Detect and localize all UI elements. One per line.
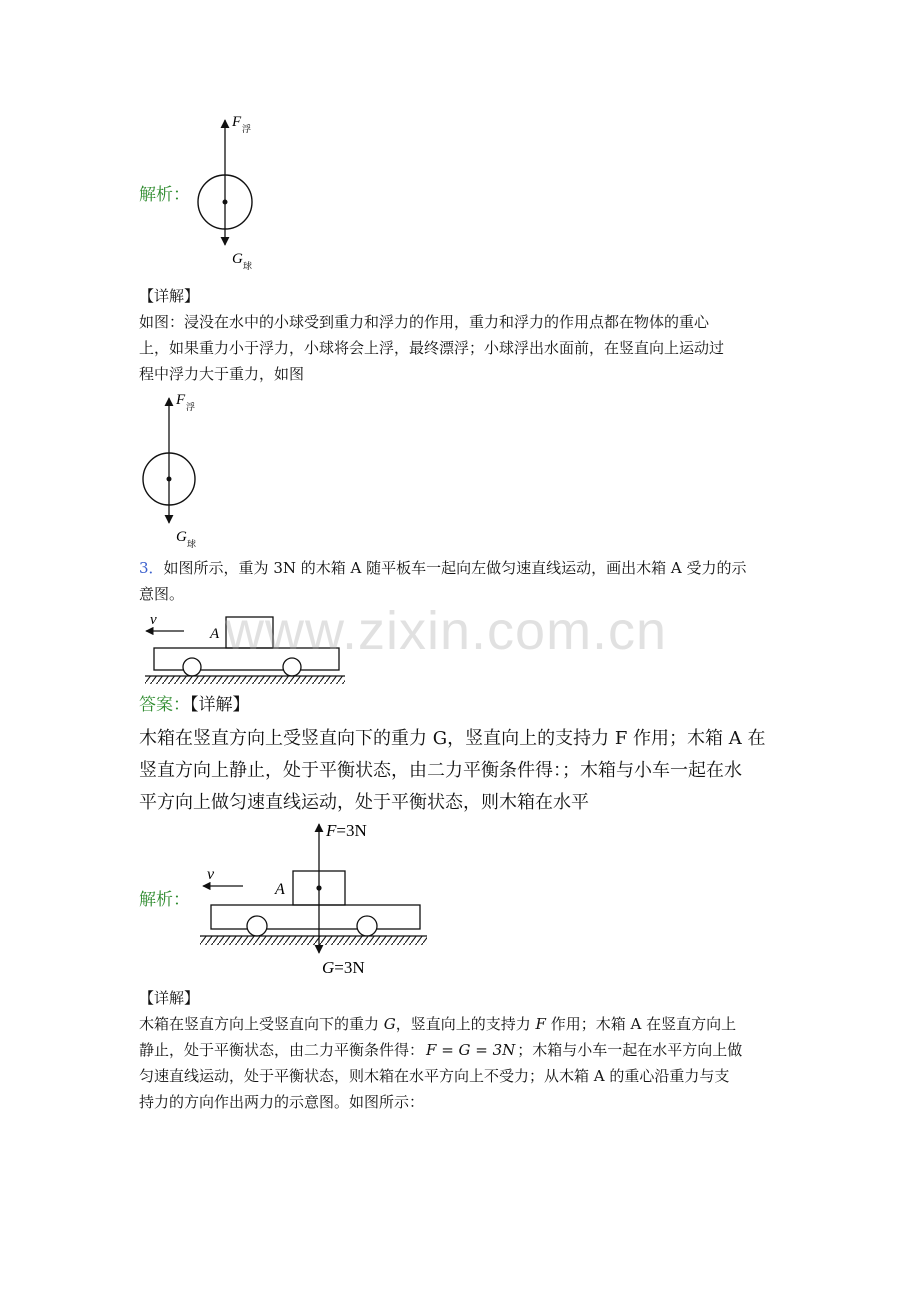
buoyancy-subscript: 浮 (242, 124, 252, 134)
gravity-subscript: 球 (187, 539, 197, 548)
answer-line: 木箱在竖直方向上受竖直向下的重力 G，竖直向上的支持力 F 作用；木箱 A 在 (139, 728, 766, 749)
equation: F = G = 3N (426, 1041, 516, 1059)
cart-wheel (247, 916, 267, 936)
watermark: www.zixin.com.cn (225, 601, 668, 661)
box-label: A (275, 881, 285, 898)
detail-paragraph-1 (139, 309, 799, 387)
cart-wheel (357, 916, 377, 936)
question-number: 3． (139, 559, 164, 577)
detail-heading-1: 【详解】 (139, 287, 200, 305)
ground-hatch (200, 936, 427, 945)
gravity-label: G (176, 529, 187, 545)
detail-line: 持力的方向作出两力的示意图。如图所示： (139, 1093, 425, 1111)
answer-label: 答案： (139, 695, 190, 715)
buoyancy-label: F (176, 392, 186, 408)
detail-heading-2: 【详解】 (139, 989, 200, 1007)
gravity-subscript: 球 (243, 261, 253, 271)
detail-paragraph-2 (139, 1011, 799, 1115)
velocity-label: v (207, 866, 215, 883)
answer-header (139, 690, 250, 721)
buoyancy-label: F (232, 114, 242, 130)
detail-line: 上，如果重力小于浮力，小球将会上浮，最终漂浮；小球浮出水面前，在竖直向上运动过 (139, 339, 725, 357)
question-line-2: 意图。 (139, 585, 185, 603)
velocity-label: v (150, 612, 157, 628)
cart-body (211, 905, 420, 929)
answer-line: 竖直方向上静止，处于平衡状态，由二力平衡条件得：；木箱与小车一起在水 (139, 760, 742, 781)
detail-line: 匀速直线运动，处于平衡状态，则木箱在水平方向上不受力；从木箱 A 的重心沿重力与支 (139, 1067, 730, 1085)
cart-force-diagram (195, 815, 435, 985)
question-line-1 (139, 555, 799, 581)
analysis-label-2: 解析： (139, 890, 190, 910)
support-force-label: F=3N (326, 821, 367, 840)
answer-line: 平方向上做匀速直线运动，处于平衡状态，则木箱在水平 (139, 792, 589, 813)
buoyancy-subscript: 浮 (186, 402, 196, 412)
analysis-label: 解析： (139, 185, 190, 205)
answer-heading: 【详解】 (190, 695, 250, 715)
detail-line: 如图：浸没在水中的小球受到重力和浮力的作用，重力和浮力的作用点都在物体的重心 (139, 313, 710, 331)
detail-line: 程中浮力大于重力，如图 (139, 365, 305, 383)
question-text: 如图所示，重为 3N 的木箱 A 随平板车一起向左做匀速直线运动，画出木箱 A 受力的示 (163, 559, 747, 577)
gravity-label: G (232, 251, 243, 267)
ball-force-diagram-1 (190, 110, 270, 275)
cart-wheel (183, 658, 201, 676)
ground-hatch (145, 676, 345, 684)
ball-force-diagram-2 (134, 388, 214, 548)
answer-paragraph (139, 723, 789, 819)
gravity-force-label: G=3N (322, 958, 365, 977)
detail-line: 木箱在竖直方向上受竖直向下的重力 G，竖直向上的支持力 F 作用；木箱 A 在竖直方向上 (139, 1015, 737, 1033)
detail-line: 静止，处于平衡状态，由二力平衡条件得： F = G = 3N ；木箱与小车一起在水平方向上做 (139, 1041, 743, 1059)
box-label: A (210, 626, 220, 642)
